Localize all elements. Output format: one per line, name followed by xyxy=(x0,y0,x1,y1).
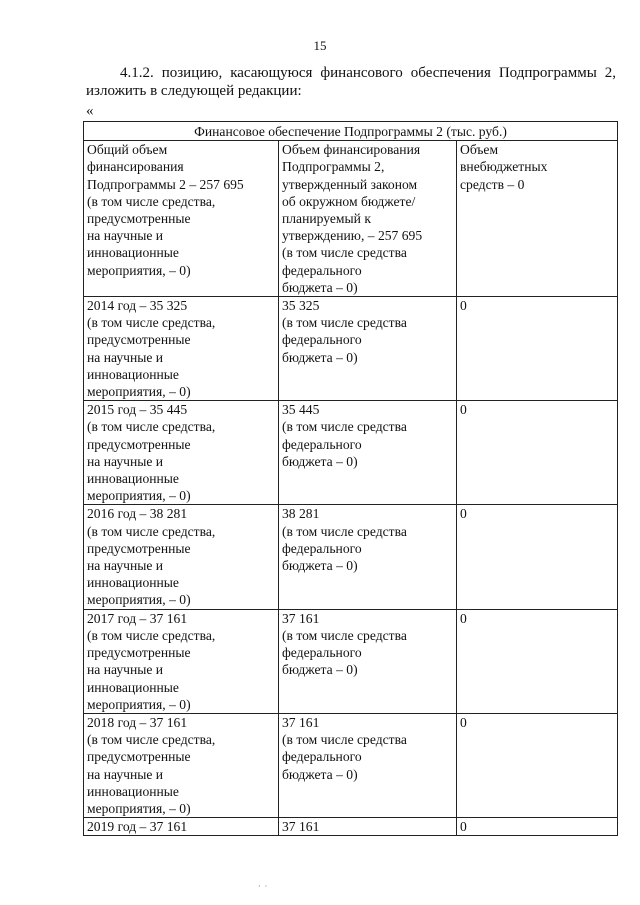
cell-line: бюджета – 0) xyxy=(282,662,358,678)
cell-line: инновационные xyxy=(87,366,179,382)
cell-line: 2017 год – 37 161 xyxy=(87,610,188,626)
cell-line: (в том числе средства, xyxy=(87,193,216,209)
cell-line: федерального xyxy=(282,436,362,452)
table-row xyxy=(84,297,618,401)
cell-line: на научные и xyxy=(87,662,164,678)
cell-line: (в том числе средства, xyxy=(87,315,216,331)
cell-total-funding xyxy=(84,401,279,505)
table-row xyxy=(84,818,618,836)
cell-extrabudgetary xyxy=(457,401,618,505)
cell-extrabudgetary xyxy=(457,505,618,609)
cell-line: 0 xyxy=(460,506,467,522)
cell-line: 37 161 xyxy=(282,714,320,730)
cell-line: на научные и xyxy=(87,349,164,365)
cell-line: средств – 0 xyxy=(460,176,525,192)
page-number: 15 xyxy=(313,38,327,53)
cell-line: 0 xyxy=(460,819,467,835)
cell-line: Объем xyxy=(460,142,499,158)
cell-line: (в том числе средства xyxy=(282,627,407,643)
cell-line: предусмотренные xyxy=(87,436,191,452)
cell-line: мероприятия, – 0) xyxy=(87,488,191,504)
cell-budget-funding xyxy=(279,713,457,817)
cell-budget-funding xyxy=(279,505,457,609)
cell-total-funding xyxy=(84,818,279,836)
intro-line-1: 4.1.2. позицию, касающуюся финансового обеспечения Подпрограммы 2, xyxy=(120,65,616,81)
cell-line: федерального xyxy=(282,332,362,348)
cell-line: бюджета – 0) xyxy=(282,279,358,295)
table-title: Финансовое обеспечение Подпрограммы 2 (тыс. руб.) xyxy=(84,122,618,141)
cell-line: бюджета – 0) xyxy=(282,349,358,365)
cell-budget-funding xyxy=(279,818,457,836)
cell-total-funding xyxy=(84,505,279,609)
cell-line: мероприятия, – 0) xyxy=(87,592,191,608)
cell-line: федерального xyxy=(282,645,362,661)
cell-line: об окружном бюджете/ xyxy=(282,193,416,209)
cell-line: 38 281 xyxy=(282,506,320,522)
cell-line: (в том числе средства xyxy=(282,315,407,331)
cell-line: бюджета – 0) xyxy=(282,766,358,782)
cell-line: (в том числе средства xyxy=(282,419,407,435)
cell-line: (в том числе средства, xyxy=(87,523,216,539)
cell-line: предусмотренные xyxy=(87,645,191,661)
cell-line: финансирования xyxy=(87,159,184,175)
cell-line: федерального xyxy=(282,262,362,278)
cell-extrabudgetary xyxy=(457,713,618,817)
cell-line: 35 445 xyxy=(282,402,320,418)
table-title-row xyxy=(84,122,618,141)
cell-line: инновационные xyxy=(87,783,179,799)
intro-paragraph xyxy=(86,64,616,100)
cell-budget-funding xyxy=(279,401,457,505)
cell-line: 2015 год – 35 445 xyxy=(87,402,188,418)
table-row xyxy=(84,609,618,713)
cell-line: предусмотренные xyxy=(87,211,191,227)
cell-line: на научные и xyxy=(87,228,164,244)
cell-line: Общий объем xyxy=(87,142,168,158)
cell-line: (в том числе средства xyxy=(282,245,407,261)
cell-line: (в том числе средства xyxy=(282,732,407,748)
cell-line: бюджета – 0) xyxy=(282,453,358,469)
header-extrabudgetary xyxy=(457,141,618,297)
table-header-row xyxy=(84,141,618,297)
opening-quote-mark: « xyxy=(86,103,94,119)
cell-budget-funding xyxy=(279,297,457,401)
cell-line: инновационные xyxy=(87,245,179,261)
cell-line: Подпрограммы 2 – 257 695 xyxy=(87,176,244,192)
cell-line: (в том числе средства xyxy=(282,523,407,539)
cell-line: (в том числе средства, xyxy=(87,732,216,748)
cell-line: 2019 год – 37 161 xyxy=(87,819,188,835)
cell-line: мероприятия, – 0) xyxy=(87,696,191,712)
cell-line: на научные и xyxy=(87,766,164,782)
cell-extrabudgetary xyxy=(457,609,618,713)
financing-table xyxy=(83,121,618,836)
cell-line: (в том числе средства, xyxy=(87,419,216,435)
intro-line-2: изложить в следующей редакции: xyxy=(86,83,302,99)
cell-line: бюджета – 0) xyxy=(282,558,358,574)
table-row xyxy=(84,713,618,817)
cell-line: 0 xyxy=(460,714,467,730)
cell-budget-funding xyxy=(279,609,457,713)
cell-line: 0 xyxy=(460,610,467,626)
cell-line: федерального xyxy=(282,540,362,556)
cell-line: федерального xyxy=(282,749,362,765)
cell-extrabudgetary xyxy=(457,818,618,836)
header-total-funding xyxy=(84,141,279,297)
table-row xyxy=(84,401,618,505)
cell-line: 2014 год – 35 325 xyxy=(87,298,188,314)
cell-line: 2018 год – 37 161 xyxy=(87,714,188,730)
cell-line: 0 xyxy=(460,298,467,314)
cell-line: внебюджетных xyxy=(460,159,548,175)
cell-total-funding xyxy=(84,297,279,401)
cell-total-funding xyxy=(84,609,279,713)
cell-line: предусмотренные xyxy=(87,540,191,556)
cell-extrabudgetary xyxy=(457,297,618,401)
cell-line: на научные и xyxy=(87,558,164,574)
cell-line: предусмотренные xyxy=(87,749,191,765)
scan-marks: · · xyxy=(258,882,269,891)
cell-line: инновационные xyxy=(87,679,179,695)
cell-line: на научные и xyxy=(87,453,164,469)
cell-line: 35 325 xyxy=(282,298,320,314)
cell-line: планируемый к xyxy=(282,211,371,227)
cell-line: инновационные xyxy=(87,575,179,591)
cell-line: 37 161 xyxy=(282,819,320,835)
cell-line: Подпрограммы 2, xyxy=(282,159,385,175)
cell-line: мероприятия, – 0) xyxy=(87,384,191,400)
cell-line: предусмотренные xyxy=(87,332,191,348)
table-row xyxy=(84,505,618,609)
cell-line: инновационные xyxy=(87,471,179,487)
cell-line: (в том числе средства, xyxy=(87,627,216,643)
cell-line: утвержденный законом xyxy=(282,176,418,192)
cell-line: утверждению, – 257 695 xyxy=(282,228,423,244)
cell-line: Объем финансирования xyxy=(282,142,421,158)
cell-total-funding xyxy=(84,713,279,817)
table-body xyxy=(84,141,618,836)
header-budget-funding xyxy=(279,141,457,297)
cell-line: 37 161 xyxy=(282,610,320,626)
cell-line: 2016 год – 38 281 xyxy=(87,506,188,522)
cell-line: 0 xyxy=(460,402,467,418)
cell-line: мероприятия, – 0) xyxy=(87,800,191,816)
cell-line: мероприятия, – 0) xyxy=(87,262,191,278)
